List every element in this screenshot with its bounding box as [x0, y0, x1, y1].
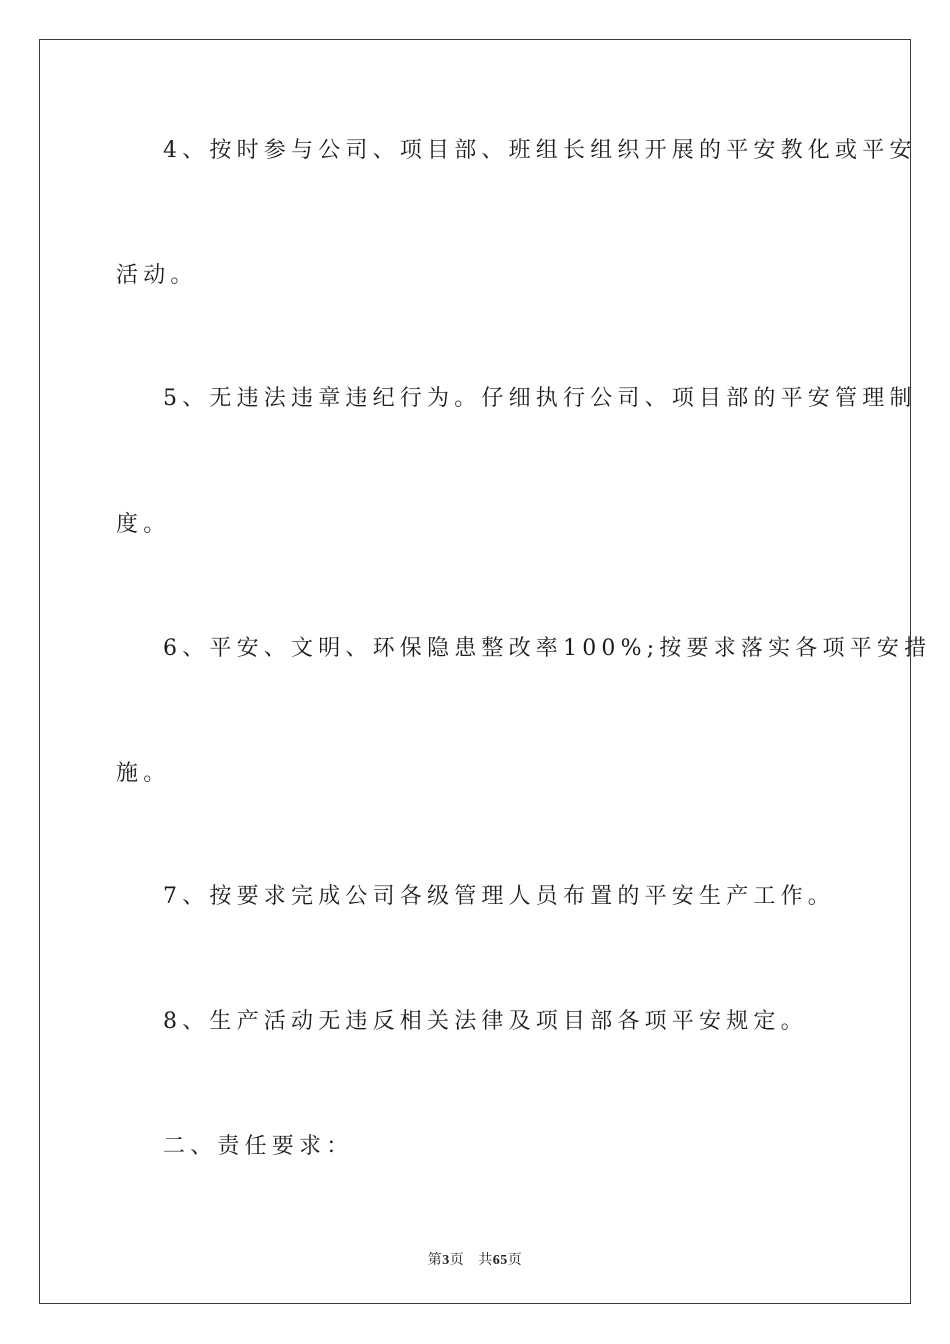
page-footer [0, 1249, 950, 1269]
paragraph-item-4-line-2: 活动。 [116, 263, 198, 288]
paragraph-item-5-line-2: 度。 [116, 512, 171, 537]
footer-page-number: 3 [442, 1253, 450, 1268]
page-border [39, 39, 911, 1304]
paragraph-item-5-line-1: 5、无违法违章违纪行为。仔细执行公司、项目部的平安管理制 [163, 386, 917, 411]
footer-total-prefix: 共 [478, 1253, 493, 1268]
paragraph-item-6-line-2: 施。 [116, 761, 171, 786]
paragraph-item-7: 7、按要求完成公司各级管理人员布置的平安生产工作。 [163, 884, 835, 909]
paragraph-item-8: 8、生产活动无违反相关法律及项目部各项平安规定。 [163, 1009, 808, 1034]
paragraph-item-6-line-1: 6、平安、文明、环保隐患整改率100%;按要求落实各项平安措 [163, 636, 932, 661]
footer-page-prefix: 第 [427, 1253, 443, 1268]
footer-total-suffix: 页 [507, 1253, 523, 1268]
footer-page-suffix: 页 [449, 1253, 465, 1268]
footer-total-number: 65 [492, 1253, 508, 1268]
paragraph-item-4-line-1: 4、按时参与公司、项目部、班组长组织开展的平安教化或平安 [163, 138, 917, 163]
section-heading-responsibility: 二、责任要求： [163, 1134, 354, 1159]
